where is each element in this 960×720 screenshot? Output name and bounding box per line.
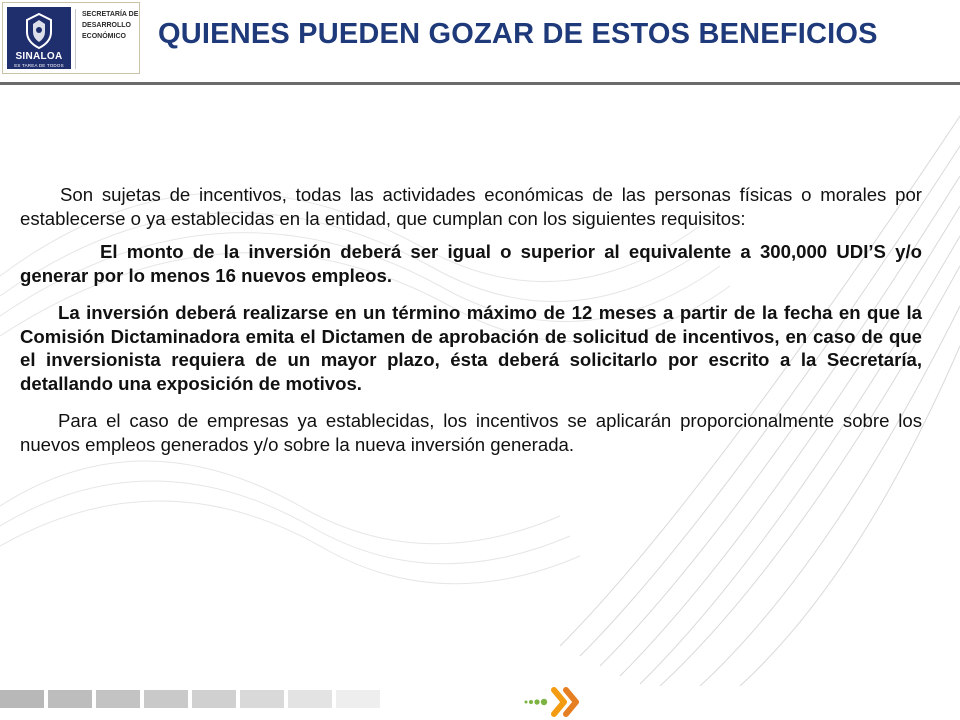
state-tagline: ES TAREA DE TODOS xyxy=(14,63,64,68)
department-line: ECONÓMICO xyxy=(82,33,126,40)
paragraph-investment-term: La inversión deberá realizarse en un término máximo de 12 meses a partir de la fecha en que la Comisión Dictaminadora emita el Dictamen de aprobación de solicitud de incentivos, en caso de que el inversionista requiera de un mayor plazo, ésta deberá solicitarlo por escrito a la Secretaría, detallando una exposición de motivos. xyxy=(20,302,922,394)
coat-of-arms-icon xyxy=(21,12,57,50)
paragraph-eligibility: Son sujetas de incentivos, todas las actividades económicas de las personas físicas o morales por establecerse o ya establecidas en la entidad, que cumplan con los siguientes requisitos: xyxy=(20,184,922,229)
sinaloa-emblem xyxy=(7,7,71,69)
government-logo xyxy=(2,2,140,74)
page-title: QUIENES PUEDEN GOZAR DE ESTOS BENEFICIOS xyxy=(158,18,878,50)
paragraph-investment-amount: El monto de la inversión deberá ser igual o superior al equivalente a 300,000 UDI’S y/o generar por lo menos 16 nuevos empleos. xyxy=(20,241,922,286)
paragraph-existing-companies: Para el caso de empresas ya establecidas, los incentivos se aplicarán proporcionalmente sobre los nuevos empleos generados y/o sobre la nueva inversión generada. xyxy=(20,410,922,455)
department-name xyxy=(75,9,137,69)
title-divider xyxy=(0,82,960,85)
header xyxy=(0,0,960,80)
main-content xyxy=(20,183,922,470)
department-line: DESARROLLO xyxy=(82,22,131,29)
state-name: SINALOA xyxy=(15,51,63,62)
footer-stripe xyxy=(0,690,380,708)
forward-arrows-icon xyxy=(520,682,600,718)
department-line: SECRETARÍA DE xyxy=(82,11,139,18)
